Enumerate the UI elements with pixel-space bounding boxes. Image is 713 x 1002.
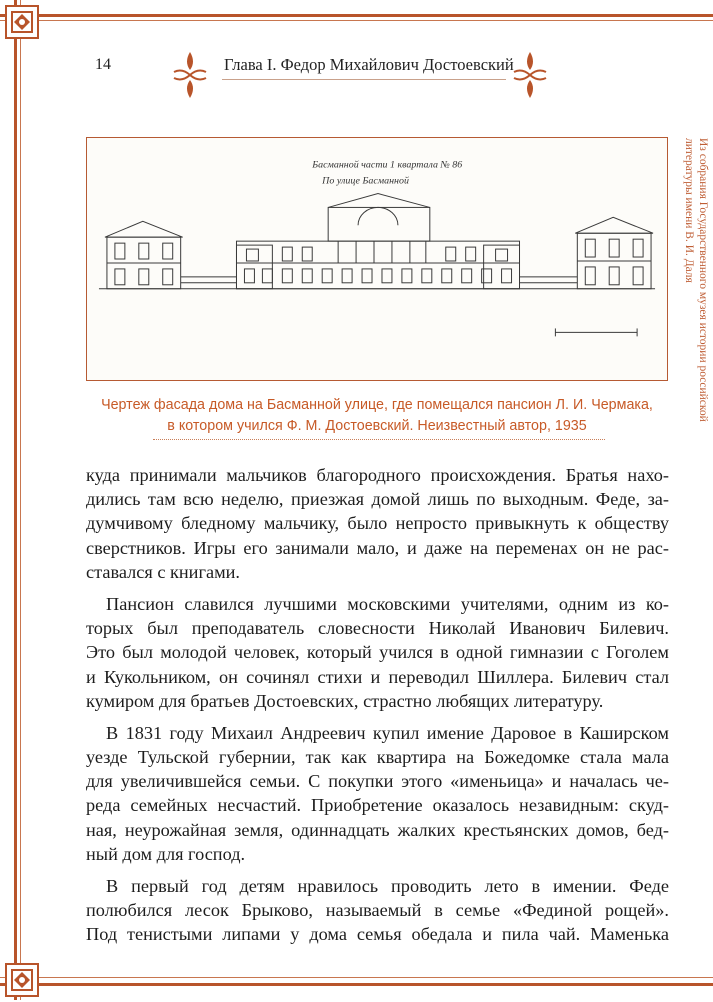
paragraph <box>86 721 669 866</box>
text-line: для увеличившейся семьи. С покупки этого «именьица» и началась че- <box>86 771 669 792</box>
text-line: В первый год детям нравилось проводить лето в имении. Феде <box>106 876 669 896</box>
page-number: 14 <box>95 56 111 73</box>
text-line: ставался с книгами. <box>86 561 240 582</box>
caption-line: в котором учился Ф. М. Достоевский. Неизвестный автор, 1935 <box>167 418 587 434</box>
drawing-note-line1: Басманной части 1 квартала № 86 <box>312 159 463 171</box>
caption-line: Чертеж фасада дома на Басманной улице, где помещался пансион Л. И. Чермака, <box>101 397 653 413</box>
text-line: сверстников. Игры его занимали мало, и даже на переменах он не рас- <box>86 537 669 558</box>
paragraph <box>86 463 669 584</box>
text-line: куда принимали мальчиков благородного происхождения. Братья нахо- <box>86 465 669 485</box>
text-line: Это был молодой человек, который учился в одной гимназии с Гоголем <box>86 642 669 663</box>
body-text <box>86 463 669 947</box>
text-line: дились там всю неделю, приезжая домой лишь по выходным. Феде, за- <box>86 489 669 510</box>
chapter-title: Глава I. Федор Михайлович Достоевский <box>224 55 514 74</box>
text-line: полюбился лесок Брыково, называемый в семье «Фединой рощей». <box>86 900 669 921</box>
text-line: ная, неурожайная земля, одиннадцать жалких крестьянских домов, бед- <box>86 819 669 840</box>
text-line: Под тенистыми липами у дома семья обедала и пила чай. Маменька <box>86 924 669 945</box>
facade-drawing-svg <box>87 138 667 380</box>
text-line: думчивому бледному мальчику, было непросто привыкнуть к обществу <box>86 513 669 534</box>
flourish-right-icon <box>508 50 552 100</box>
text-line: ный дом для господ. <box>86 843 246 864</box>
corner-ornament-top-left-icon <box>0 0 44 44</box>
paragraph <box>86 874 669 947</box>
text-line: кумиром для братьев Достоевских, страстно любящих литературу. <box>86 690 604 711</box>
figure-caption <box>86 395 668 437</box>
page-frame-bottom <box>0 983 713 986</box>
paragraph <box>86 592 669 713</box>
text-line: и Кукольником, он сочинял стихи и переводил Шиллера. Билевич стал <box>86 666 669 687</box>
image-source-credit: Из собрания Государственного музея истории российской литературы имени В. И. Даля <box>683 138 709 422</box>
text-line: уезде Тульской губернии, так как квартира на Божедомке стала мала <box>86 747 669 768</box>
header-rule <box>222 79 506 80</box>
text-line: реда семейных несчастий. Приобретение оказалось незавидным: скуд- <box>86 795 669 816</box>
drawing-note-line2: По улице Басманной <box>322 175 409 187</box>
page-frame-left <box>14 0 17 1000</box>
page-frame-top-inner <box>0 20 713 21</box>
text-line: В 1831 году Михаил Андреевич купил имение Даровое в Каширском <box>106 722 669 743</box>
text-line: Пансион славился лучшими московскими учителями, одним из ко- <box>106 593 669 614</box>
flourish-left-icon <box>168 50 212 100</box>
page-frame-top <box>0 14 713 17</box>
page-frame-left-inner <box>20 0 21 1000</box>
page-frame-bottom-inner <box>0 977 713 978</box>
corner-ornament-bottom-left-icon <box>0 958 44 1002</box>
caption-dotted-rule <box>153 439 605 440</box>
facade-drawing <box>86 137 668 381</box>
text-line: торых был преподаватель словесности Николай Иванович Билевич. <box>86 618 669 639</box>
